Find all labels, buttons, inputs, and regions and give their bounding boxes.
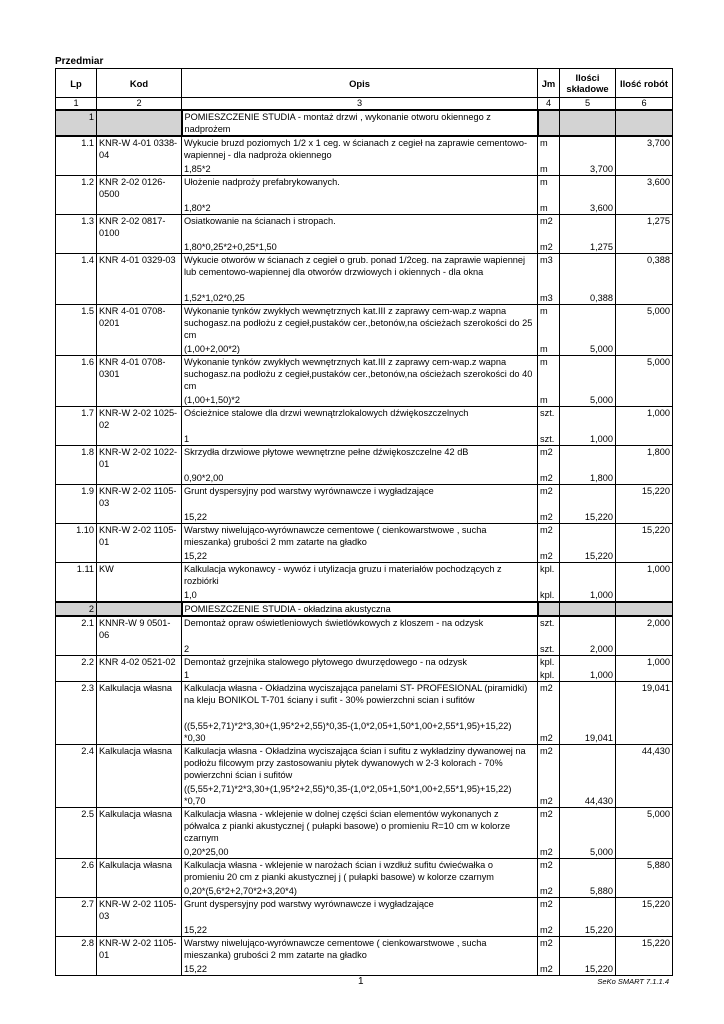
item-jm-bottom: m3 (540, 293, 553, 303)
item-skladowe-value: 15,220 (584, 964, 613, 974)
item-jm (538, 745, 560, 808)
item-skladowe-value: 3,700 (590, 164, 613, 174)
item-jm-bottom: m2 (540, 733, 553, 743)
item-kod: KNR-W 2-02 1022-01 (97, 446, 182, 485)
item-kod: KNR-W 2-02 1105-03 (97, 485, 182, 524)
section-lp: 1 (56, 110, 97, 136)
item-formula: 2 (184, 644, 190, 654)
item-robot: 5,880 (616, 859, 673, 898)
item-jm-top: m (540, 357, 548, 367)
item-kod: KNR-W 2-02 1105-03 (97, 898, 182, 937)
item-opis (182, 136, 538, 176)
header-ilosc-skladowe: Ilości składowe (560, 69, 616, 98)
item-kod: KNNR-W 9 0501-06 (97, 616, 182, 656)
table-row (56, 305, 673, 356)
item-lp: 1.7 (56, 407, 97, 446)
item-opis (182, 859, 538, 898)
item-lp: 1.5 (56, 305, 97, 356)
col-number: 6 (616, 98, 673, 111)
item-jm (538, 254, 560, 305)
table-row (56, 524, 673, 563)
item-formula: 1 (184, 670, 190, 680)
item-jm (538, 937, 560, 976)
item-kod: KNR 4-02 0521-02 (97, 656, 182, 682)
item-jm-bottom: m2 (540, 551, 553, 561)
item-kod: KNR 2-02 0126-0500 (97, 176, 182, 215)
item-lp: 2.1 (56, 616, 97, 656)
table-body (56, 110, 673, 976)
item-jm-top: m2 (540, 746, 553, 756)
item-skladowe (560, 524, 616, 563)
item-opis (182, 808, 538, 859)
item-skladowe (560, 808, 616, 859)
header-jm: Jm (538, 69, 560, 98)
section-kod (97, 110, 182, 136)
item-robot: 3,600 (616, 176, 673, 215)
item-description: Warstwy niwelująco-wyrównawcze cementowe ( cienkowarstwowe , sucha mieszanka) grubości 2 mm zatarte na gładko (184, 938, 487, 960)
col-number: 1 (56, 98, 97, 111)
software-brand: SeKo SMART 7.1.1.4 (597, 977, 669, 986)
table-row (56, 808, 673, 859)
table-row (56, 937, 673, 976)
page-number: 1 (358, 976, 364, 987)
item-lp: 2.6 (56, 859, 97, 898)
item-jm (538, 446, 560, 485)
item-robot: 15,220 (616, 898, 673, 937)
item-kod: KNR 4-01 0329-03 (97, 254, 182, 305)
table-row (56, 176, 673, 215)
table-row (56, 563, 673, 603)
item-opis (182, 616, 538, 656)
item-jm-top: m (540, 177, 548, 187)
item-skladowe (560, 136, 616, 176)
item-jm-top: m2 (540, 447, 553, 457)
item-description: Warstwy niwelująco-wyrównawcze cementowe ( cienkowarstwowe , sucha mieszanka) grubości 2 mm zatarte na gładko (184, 525, 487, 547)
item-description: Demontaż grzejnika stalowego płytowego dwurzędowego - na odzysk (184, 657, 467, 667)
item-jm-bottom: m2 (540, 886, 553, 896)
item-robot: 5,000 (616, 356, 673, 407)
item-skladowe-value: 1,000 (590, 434, 613, 444)
item-skladowe (560, 859, 616, 898)
item-jm-top: m3 (540, 255, 553, 265)
item-jm-bottom: m2 (540, 242, 553, 252)
item-jm-top: kpl. (540, 657, 555, 667)
item-jm-bottom: szt. (540, 434, 555, 444)
section-jm (538, 110, 560, 136)
item-kod: KNR-W 4-01 0338-04 (97, 136, 182, 176)
item-lp: 1.1 (56, 136, 97, 176)
section-row (56, 602, 673, 616)
item-lp: 1.11 (56, 563, 97, 603)
item-opis (182, 485, 538, 524)
przedmiar-table (55, 68, 673, 976)
item-skladowe-value: 1,000 (590, 590, 613, 600)
item-opis (182, 254, 538, 305)
item-skladowe-value: 2,000 (590, 644, 613, 654)
item-robot: 15,220 (616, 937, 673, 976)
item-jm-bottom: m (540, 344, 548, 354)
item-jm (538, 485, 560, 524)
item-formula: 1,80*0,25*2+0,25*1,50 (184, 242, 277, 252)
section-skladowe (560, 602, 616, 616)
table-row (56, 356, 673, 407)
item-skladowe (560, 898, 616, 937)
item-opis (182, 305, 538, 356)
item-opis (182, 682, 538, 745)
item-formula: 0,90*2,00 (184, 473, 224, 483)
item-jm (538, 898, 560, 937)
item-lp: 1.6 (56, 356, 97, 407)
item-jm-bottom: kpl. (540, 590, 555, 600)
item-skladowe (560, 446, 616, 485)
section-robot (616, 602, 673, 616)
table-row (56, 136, 673, 176)
section-jm (538, 602, 560, 616)
item-lp: 2.3 (56, 682, 97, 745)
item-formula: ((5,55+2,71)*2*3,30+(1,95*2+2,55)*0,35-(1,0*2,05+1,50*1,00+2,55*1,95)+15,22) *0,30 (184, 721, 512, 743)
item-skladowe (560, 563, 616, 603)
item-skladowe-value: 15,220 (584, 925, 613, 935)
table-row (56, 407, 673, 446)
item-formula: 15,22 (184, 925, 207, 935)
item-skladowe-value: 1,000 (590, 670, 613, 680)
item-jm-top: m (540, 138, 548, 148)
item-skladowe-value: 1,800 (590, 473, 613, 483)
item-description: Osiatkowanie na ścianach i stropach. (184, 216, 336, 226)
item-opis (182, 446, 538, 485)
item-skladowe-value: 0,388 (590, 293, 613, 303)
item-lp: 2.5 (56, 808, 97, 859)
item-skladowe-value: 15,220 (584, 551, 613, 561)
item-description: Grunt dyspersyjny pod warstwy wyrównawcze i wygładzające (184, 899, 434, 909)
item-opis (182, 524, 538, 563)
item-skladowe-value: 5,000 (590, 847, 613, 857)
item-skladowe (560, 616, 616, 656)
item-opis (182, 563, 538, 603)
column-number-row (56, 98, 673, 111)
item-lp: 1.10 (56, 524, 97, 563)
item-robot: 5,000 (616, 305, 673, 356)
header-row (56, 69, 673, 98)
item-skladowe-value: 5,880 (590, 886, 613, 896)
item-jm-bottom: m (540, 395, 548, 405)
table-row (56, 859, 673, 898)
item-jm (538, 524, 560, 563)
item-robot: 1,800 (616, 446, 673, 485)
item-description: Kalkulacja własna - wklejenie w narożach ścian i wzdłuż sufitu ćwiećwałka o promieniu 20 cm z pianki akustycznej j ( pułapki basowe) w kolorze czarnym (184, 860, 494, 882)
item-jm-bottom: m2 (540, 925, 553, 935)
item-jm (538, 215, 560, 254)
item-skladowe (560, 937, 616, 976)
item-robot: 2,000 (616, 616, 673, 656)
item-jm-top: m (540, 306, 548, 316)
header-ilosc-robot: Ilość robót (616, 69, 673, 98)
item-lp: 2.7 (56, 898, 97, 937)
item-kod: KNR-W 2-02 1105-01 (97, 524, 182, 563)
item-jm-top: szt. (540, 618, 555, 628)
item-skladowe (560, 407, 616, 446)
table-row (56, 485, 673, 524)
item-description: Kalkulacja własna - Okładzina wyciszająca panelami ST- PROFESIONAL (piramidki) na kleju BONIKOL T-701 ściany i sufit - 30% powierzchni scian i sufitów (184, 683, 528, 705)
table-row (56, 745, 673, 808)
item-lp: 1.8 (56, 446, 97, 485)
item-description: Kalkulacja własna - wklejenie w dolnej części ścian elementów wykonanych z półwalca z pianki akustycznej ( pułapki basowe) o promieniu R=10 cm w kolorze czarnym (184, 809, 511, 843)
item-robot: 1,000 (616, 407, 673, 446)
item-jm-bottom: szt. (540, 644, 555, 654)
section-lp: 2 (56, 602, 97, 616)
item-jm-top: m2 (540, 938, 553, 948)
item-skladowe-value: 44,430 (584, 796, 613, 806)
item-robot: 0,388 (616, 254, 673, 305)
item-jm (538, 305, 560, 356)
table-row (56, 254, 673, 305)
col-number: 4 (538, 98, 560, 111)
item-jm-bottom: m (540, 164, 548, 174)
item-skladowe-value: 1,275 (590, 242, 613, 252)
item-lp: 2.4 (56, 745, 97, 808)
item-opis (182, 356, 538, 407)
item-description: Ułożenie nadproży prefabrykowanych. (184, 177, 340, 187)
item-jm (538, 859, 560, 898)
item-robot: 5,000 (616, 808, 673, 859)
item-jm (538, 808, 560, 859)
item-skladowe-value: 5,000 (590, 395, 613, 405)
item-jm-bottom: m2 (540, 796, 553, 806)
section-robot (616, 110, 673, 136)
document-title: Przedmiar (55, 56, 104, 67)
item-jm-top: m2 (540, 809, 553, 819)
item-lp: 2.2 (56, 656, 97, 682)
item-formula: 0,20*25,00 (184, 847, 229, 857)
item-skladowe-value: 3,600 (590, 203, 613, 213)
item-lp: 1.4 (56, 254, 97, 305)
item-jm-top: m2 (540, 899, 553, 909)
item-skladowe (560, 682, 616, 745)
item-opis (182, 215, 538, 254)
item-kod: Kalkulacja własna (97, 808, 182, 859)
item-jm (538, 563, 560, 603)
item-opis (182, 745, 538, 808)
item-formula: 15,22 (184, 551, 207, 561)
section-kod (97, 602, 182, 616)
item-jm-bottom: m (540, 203, 548, 213)
item-jm (538, 616, 560, 656)
item-kod: KNR-W 2-02 1025-02 (97, 407, 182, 446)
item-skladowe (560, 485, 616, 524)
item-kod: Kalkulacja własna (97, 682, 182, 745)
item-description: Skrzydła drzwiowe płytowe wewnętrzne pełne dźwiękoszczelne 42 dB (184, 447, 469, 457)
item-jm-bottom: m2 (540, 964, 553, 974)
header-kod: Kod (97, 69, 182, 98)
col-number: 3 (182, 98, 538, 111)
item-description: Grunt dyspersyjny pod warstwy wyrównawcze i wygładzające (184, 486, 434, 496)
item-formula: (1,00+1,50)*2 (184, 395, 240, 405)
header-lp: Lp (56, 69, 97, 98)
item-description: Demontaż opraw oświetleniowych świetlówkowych z kloszem - na odzysk (184, 618, 484, 628)
item-jm-top: szt. (540, 408, 555, 418)
item-jm-bottom: m2 (540, 512, 553, 522)
item-description: Kalkulacja wykonawcy - wywóz i utylizacja gruzu i materiałów pochodzących z rozbiórki (184, 564, 502, 586)
item-skladowe (560, 745, 616, 808)
item-kod: Kalkulacja własna (97, 745, 182, 808)
item-opis (182, 656, 538, 682)
item-skladowe (560, 176, 616, 215)
item-kod: Kalkulacja własna (97, 859, 182, 898)
item-jm-top: m2 (540, 216, 553, 226)
item-jm (538, 407, 560, 446)
item-robot: 15,220 (616, 485, 673, 524)
item-kod: KW (97, 563, 182, 603)
item-jm-bottom: kpl. (540, 670, 555, 680)
header-opis: Opis (182, 69, 538, 98)
item-lp: 1.9 (56, 485, 97, 524)
item-formula: 1,80*2 (184, 203, 211, 213)
item-opis (182, 176, 538, 215)
item-formula: 15,22 (184, 512, 207, 522)
item-lp: 2.8 (56, 937, 97, 976)
item-formula: 1,85*2 (184, 164, 211, 174)
item-formula: 15,22 (184, 964, 207, 974)
item-kod: KNR 2-02 0817-0100 (97, 215, 182, 254)
item-skladowe-value: 15,220 (584, 512, 613, 522)
item-jm-top: kpl. (540, 564, 555, 574)
item-jm (538, 136, 560, 176)
table-row (56, 898, 673, 937)
section-row (56, 110, 673, 136)
item-skladowe (560, 656, 616, 682)
item-kod: KNR-W 2-02 1105-01 (97, 937, 182, 976)
section-skladowe (560, 110, 616, 136)
item-kod: KNR 4-01 0708-0301 (97, 356, 182, 407)
item-skladowe (560, 305, 616, 356)
item-formula: 0,20*(5,6*2+2,70*2+3,20*4) (184, 886, 297, 896)
table-row (56, 446, 673, 485)
item-jm (538, 176, 560, 215)
item-description: Ościeżnice stalowe dla drzwi wewnątrzlokalowych dźwiękoszczelnych (184, 408, 469, 418)
item-jm (538, 656, 560, 682)
item-formula: 1,0 (184, 590, 197, 600)
item-description: Wykucie bruzd poziomych 1/2 x 1 ceg. w ścianach z cegieł na zaprawie cementowo-wapiennej - dla nadproża okiennego (184, 138, 528, 160)
item-skladowe (560, 215, 616, 254)
item-jm (538, 682, 560, 745)
item-skladowe (560, 356, 616, 407)
table-row (56, 656, 673, 682)
item-robot: 19,041 (616, 682, 673, 745)
col-number: 2 (97, 98, 182, 111)
table-row (56, 682, 673, 745)
col-number: 5 (560, 98, 616, 111)
item-description: Wykonanie tynków zwykłych wewnętrznych kat.III z zaprawy cem-wap.z wapna suchogasz.na podłożu z cegieł,pustaków cer.,betonów,na ościeżach szerokości do 25 cm (184, 306, 533, 340)
item-lp: 1.3 (56, 215, 97, 254)
item-robot: 1,000 (616, 563, 673, 603)
section-title: POMIESZCZENIE STUDIA - okładzina akustyczna (182, 602, 538, 616)
item-jm-top: m2 (540, 486, 553, 496)
item-robot: 1,275 (616, 215, 673, 254)
item-opis (182, 937, 538, 976)
item-robot: 15,220 (616, 524, 673, 563)
item-jm-bottom: m2 (540, 847, 553, 857)
item-skladowe-value: 5,000 (590, 344, 613, 354)
item-formula: 1,52*1,02*0,25 (184, 293, 245, 303)
item-kod: KNR 4-01 0708-0201 (97, 305, 182, 356)
item-jm-bottom: m2 (540, 473, 553, 483)
table-row (56, 616, 673, 656)
item-formula: (1,00+2,00*2) (184, 344, 240, 354)
item-description: Wykonanie tynków zwykłych wewnętrznych kat.III z zaprawy cem-wap.z wapna suchogasz.na podłożu z cegieł,pustaków cer.,betonów,na ościeżach szerokości do 40 cm (184, 357, 533, 391)
section-title: POMIESZCZENIE STUDIA - montaż drzwi , wykonanie otworu okiennego z nadprożem (182, 110, 538, 136)
item-lp: 1.2 (56, 176, 97, 215)
item-jm (538, 356, 560, 407)
item-jm-top: m2 (540, 860, 553, 870)
item-formula: 1 (184, 434, 190, 444)
table-row (56, 215, 673, 254)
item-description: Kalkulacja własna - Okładzina wyciszająca ścian i sufitu z wykładziny dywanowej na podłożu filcowym przy zastosowaniu płytek dywanowych w 2-3 kolorach - 70% powierzchni ścian i sufitów (184, 746, 526, 780)
item-skladowe-value: 19,041 (584, 733, 613, 743)
item-opis (182, 898, 538, 937)
item-description: Wykucie otworów w ścianach z cegieł o grub. ponad 1/2ceg. na zaprawie wapiennej lub cementowo-wapiennej dla otworów drzwiowych i okiennych - dla okna (184, 255, 526, 277)
item-robot: 1,000 (616, 656, 673, 682)
item-opis (182, 407, 538, 446)
item-robot: 44,430 (616, 745, 673, 808)
item-formula: ((5,55+2,71)*2*3,30+(1,95*2+2,55)*0,35-(1,0*2,05+1,50*1,00+2,55*1,95)+15,22) *0,70 (184, 784, 512, 806)
item-jm-top: m2 (540, 525, 553, 535)
item-skladowe (560, 254, 616, 305)
item-robot: 3,700 (616, 136, 673, 176)
item-jm-top: m2 (540, 683, 553, 693)
